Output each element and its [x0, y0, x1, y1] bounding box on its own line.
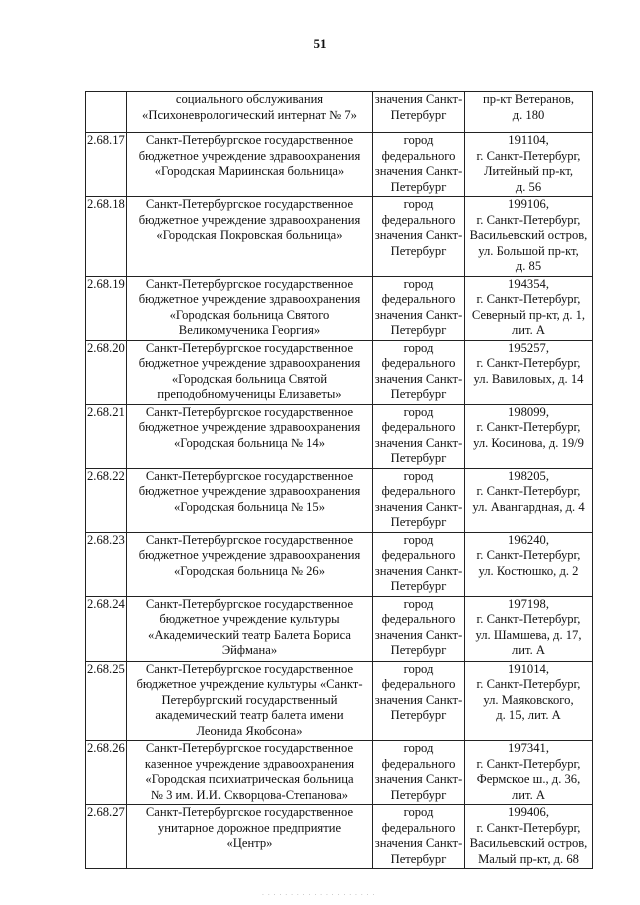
- address-line: д. 180: [512, 107, 545, 122]
- registry-table-body: [86, 92, 593, 869]
- subject-line: федерального: [381, 548, 456, 562]
- organization-name-cell: [127, 532, 373, 596]
- subject-line: город: [403, 805, 434, 819]
- subject-cell: [373, 133, 465, 197]
- address-line: г. Санкт-Петербург,: [476, 548, 581, 562]
- address-line: г. Санкт-Петербург,: [476, 212, 581, 227]
- organization-name-line: Санкт-Петербургское государственное: [145, 661, 354, 676]
- organization-name-line: бюджетное учреждение здравоохранения: [138, 356, 361, 370]
- subject-line: город: [403, 197, 434, 211]
- subject-line: Петербург: [390, 851, 447, 866]
- address-cell: [465, 661, 593, 741]
- table-row: [86, 92, 593, 133]
- organization-name-line: Санкт-Петербургское государственное: [145, 468, 354, 483]
- organization-name-line: «Городская больница Святой: [171, 371, 328, 386]
- address-line: лит. А: [512, 787, 545, 802]
- organization-name-line: «Центр»: [226, 836, 273, 850]
- subject-cell: [373, 741, 465, 805]
- organization-name-line: «Психоневрологический интернат № 7»: [142, 107, 357, 122]
- organization-name-line: Санкт-Петербургское государственное: [145, 741, 354, 755]
- subject-line: значения Санкт-: [374, 563, 463, 578]
- subject-cell: [373, 661, 465, 741]
- organization-name-line: «Городская больница № 26»: [173, 563, 326, 578]
- organization-name-line: Санкт-Петербургское государственное: [145, 805, 354, 819]
- address-cell: [465, 468, 593, 532]
- address-line: 196240,: [508, 532, 549, 547]
- address-line: Северный пр-кт, д. 1,: [471, 307, 586, 322]
- organization-name-cell: [127, 741, 373, 805]
- organization-name-line: Санкт-Петербургское государственное: [145, 340, 354, 355]
- subject-line: Петербург: [390, 515, 447, 529]
- organization-name-line: Эйфмана»: [221, 643, 278, 657]
- organization-name-line: «Городская Мариинская больница»: [154, 164, 345, 178]
- organization-name-line: бюджетное учреждение здравоохранения: [138, 548, 361, 562]
- subject-line: федерального: [381, 148, 456, 163]
- address-cell: [465, 596, 593, 661]
- subject-line: федерального: [381, 356, 456, 370]
- table-row: [86, 404, 593, 468]
- address-line: 191014,: [508, 661, 549, 676]
- table-row: [86, 197, 593, 277]
- organization-name-cell: [127, 133, 373, 197]
- subject-cell: [373, 532, 465, 596]
- address-line: г. Санкт-Петербург,: [476, 292, 581, 306]
- organization-name-line: преподобномученицы Елизаветы»: [157, 387, 342, 401]
- organization-name-line: Санкт-Петербургское государственное: [145, 197, 354, 211]
- subject-cell: [373, 404, 465, 468]
- address-line: д. 85: [515, 259, 542, 273]
- address-line: Васильевский остров,: [469, 228, 588, 242]
- subject-line: Петербург: [390, 323, 447, 337]
- organization-name-cell: [127, 197, 373, 277]
- address-line: д. 15, лит. А: [496, 708, 561, 722]
- subject-line: значения Санкт-: [374, 307, 463, 322]
- subject-line: федерального: [381, 820, 456, 835]
- organization-name-line: бюджетное учреждение здравоохранения: [138, 292, 361, 306]
- organization-name-line: № 3 им. И.И. Скворцова-Степанова»: [150, 787, 349, 802]
- address-line: 198099,: [508, 404, 549, 419]
- organization-name-line: бюджетное учреждение культуры: [159, 612, 340, 626]
- registry-table: [85, 91, 593, 869]
- address-line: г. Санкт-Петербург,: [476, 612, 581, 626]
- organization-name-line: Великомученика Георгия»: [178, 323, 321, 337]
- subject-line: федерального: [381, 420, 456, 434]
- organization-name-line: Санкт-Петербургское государственное: [145, 133, 354, 147]
- table-row: [86, 468, 593, 532]
- organization-name-line: Петербургский государственный: [161, 692, 338, 707]
- organization-name-line: Санкт-Петербургское государственное: [145, 276, 354, 291]
- subject-line: город: [403, 133, 434, 147]
- address-line: г. Санкт-Петербург,: [476, 677, 581, 691]
- organization-name-line: унитарное дорожное предприятие: [157, 820, 342, 835]
- organization-name-line: казенное учреждение здравоохранения: [144, 756, 355, 771]
- subject-line: Петербург: [390, 708, 447, 722]
- address-cell: [465, 532, 593, 596]
- address-line: 195257,: [508, 340, 549, 355]
- address-line: г. Санкт-Петербург,: [476, 484, 581, 498]
- row-number: 2.68.26: [86, 741, 127, 805]
- organization-name-cell: [127, 92, 373, 133]
- address-line: д. 56: [515, 179, 542, 194]
- address-line: ул. Авангардная, д. 4: [472, 499, 585, 514]
- organization-name-line: бюджетное учреждение здравоохранения: [138, 420, 361, 434]
- address-line: г. Санкт-Петербург,: [476, 820, 581, 835]
- address-line: ул. Шамшева, д. 17,: [475, 627, 582, 642]
- address-cell: [465, 404, 593, 468]
- address-cell: [465, 741, 593, 805]
- organization-name-line: академический театр балета имени: [155, 708, 344, 722]
- table-row: [86, 532, 593, 596]
- subject-line: значения Санкт-: [374, 164, 463, 178]
- organization-name-line: Леонида Якобсона»: [196, 723, 303, 738]
- footer-scan-mark: · · · · · · · · · · · · · · · · · · · ·: [262, 892, 376, 899]
- organization-name-cell: [127, 596, 373, 661]
- row-number: 2.68.19: [86, 276, 127, 340]
- organization-name-cell: [127, 340, 373, 404]
- address-line: Фермское ш., д. 36,: [476, 772, 581, 786]
- address-line: ул. Маяковского,: [483, 692, 574, 707]
- organization-name-line: бюджетное учреждение культуры «Санкт-: [136, 677, 363, 691]
- subject-line: Петербург: [390, 579, 447, 593]
- organization-name-cell: [127, 805, 373, 869]
- subject-line: Петербург: [390, 107, 447, 122]
- subject-line: город: [403, 340, 434, 355]
- address-line: 194354,: [508, 276, 549, 291]
- subject-cell: [373, 276, 465, 340]
- subject-line: федерального: [381, 677, 456, 691]
- address-line: ул. Косинова, д. 19/9: [473, 435, 584, 450]
- subject-line: Петербург: [390, 643, 447, 657]
- address-line: лит. А: [512, 643, 545, 657]
- subject-line: город: [403, 661, 434, 676]
- subject-line: значения Санкт-: [374, 836, 463, 850]
- row-number: 2.68.23: [86, 532, 127, 596]
- address-line: Литейный пр-кт,: [483, 164, 574, 178]
- organization-name-line: бюджетное учреждение здравоохранения: [138, 148, 361, 163]
- subject-line: значения Санкт-: [374, 692, 463, 707]
- subject-line: значения Санкт-: [374, 435, 463, 450]
- row-number: [86, 92, 127, 133]
- organization-name-line: Санкт-Петербургское государственное: [145, 532, 354, 547]
- address-line: г. Санкт-Петербург,: [476, 756, 581, 771]
- subject-line: город: [403, 276, 434, 291]
- subject-line: город: [403, 741, 434, 755]
- address-line: лит. А: [512, 323, 545, 337]
- address-line: 197341,: [508, 741, 549, 755]
- address-line: Васильевский остров,: [469, 836, 588, 850]
- table-row: [86, 340, 593, 404]
- organization-name-cell: [127, 404, 373, 468]
- subject-line: федерального: [381, 212, 456, 227]
- address-line: г. Санкт-Петербург,: [476, 148, 581, 163]
- subject-line: значения Санкт-: [374, 92, 463, 106]
- subject-line: федерального: [381, 612, 456, 626]
- address-line: ул. Большой пр-кт,: [478, 243, 579, 258]
- organization-name-line: бюджетное учреждение здравоохранения: [138, 484, 361, 498]
- address-cell: [465, 133, 593, 197]
- organization-name-line: Санкт-Петербургское государственное: [145, 404, 354, 419]
- address-line: пр-кт Ветеранов,: [483, 92, 574, 106]
- subject-line: Петербург: [390, 243, 447, 258]
- subject-line: федерального: [381, 756, 456, 771]
- row-number: 2.68.22: [86, 468, 127, 532]
- subject-line: город: [403, 404, 434, 419]
- row-number: 2.68.27: [86, 805, 127, 869]
- address-line: г. Санкт-Петербург,: [476, 420, 581, 434]
- row-number: 2.68.18: [86, 197, 127, 277]
- row-number: 2.68.25: [86, 661, 127, 741]
- row-number: 2.68.24: [86, 596, 127, 661]
- subject-line: Петербург: [390, 387, 447, 401]
- organization-name-line: «Городская Покровская больница»: [156, 228, 343, 242]
- organization-name-line: «Городская больница № 15»: [173, 499, 326, 514]
- organization-name-line: «Городская больница Святого: [169, 307, 330, 322]
- organization-name-line: «Городская больница № 14»: [173, 435, 326, 450]
- address-cell: [465, 92, 593, 133]
- page-number: 51: [313, 36, 327, 51]
- address-cell: [465, 276, 593, 340]
- address-line: г. Санкт-Петербург,: [476, 356, 581, 370]
- address-line: 199406,: [508, 805, 549, 819]
- table-row: [86, 661, 593, 741]
- subject-line: Петербург: [390, 787, 447, 802]
- organization-name-line: «Городская психиатрическая больница: [145, 772, 354, 786]
- subject-line: город: [403, 532, 434, 547]
- subject-line: Петербург: [390, 179, 447, 194]
- organization-name-line: «Академический театр Балета Бориса: [148, 627, 351, 642]
- address-line: 199106,: [508, 197, 549, 211]
- address-line: ул. Вавиловых, д. 14: [473, 371, 584, 386]
- address-line: ул. Костюшко, д. 2: [478, 563, 579, 578]
- subject-line: город: [403, 468, 434, 483]
- organization-name-cell: [127, 661, 373, 741]
- subject-line: значения Санкт-: [374, 772, 463, 786]
- row-number: 2.68.20: [86, 340, 127, 404]
- table-row: [86, 596, 593, 661]
- subject-cell: [373, 340, 465, 404]
- subject-line: город: [403, 596, 434, 611]
- table-row: [86, 133, 593, 197]
- organization-name-line: бюджетное учреждение здравоохранения: [138, 212, 361, 227]
- subject-line: Петербург: [390, 451, 447, 465]
- address-line: 191104,: [508, 133, 549, 147]
- address-line: Малый пр-кт, д. 68: [478, 851, 579, 866]
- subject-line: значения Санкт-: [374, 371, 463, 386]
- table-row: [86, 276, 593, 340]
- row-number: 2.68.21: [86, 404, 127, 468]
- organization-name-line: Санкт-Петербургское государственное: [145, 596, 354, 611]
- subject-line: значения Санкт-: [374, 228, 463, 242]
- address-cell: [465, 340, 593, 404]
- subject-line: федерального: [381, 484, 456, 498]
- address-line: 198205,: [508, 468, 549, 483]
- address-line: 197198,: [508, 596, 549, 611]
- table-row: [86, 741, 593, 805]
- subject-line: значения Санкт-: [374, 627, 463, 642]
- subject-line: федерального: [381, 292, 456, 306]
- organization-name-cell: [127, 276, 373, 340]
- subject-cell: [373, 596, 465, 661]
- subject-cell: [373, 92, 465, 133]
- subject-line: значения Санкт-: [374, 499, 463, 514]
- address-cell: [465, 805, 593, 869]
- subject-cell: [373, 468, 465, 532]
- subject-cell: [373, 805, 465, 869]
- address-cell: [465, 197, 593, 277]
- row-number: 2.68.17: [86, 133, 127, 197]
- organization-name-cell: [127, 468, 373, 532]
- table-row: [86, 805, 593, 869]
- organization-name-line: социального обслуживания: [175, 92, 324, 106]
- subject-cell: [373, 197, 465, 277]
